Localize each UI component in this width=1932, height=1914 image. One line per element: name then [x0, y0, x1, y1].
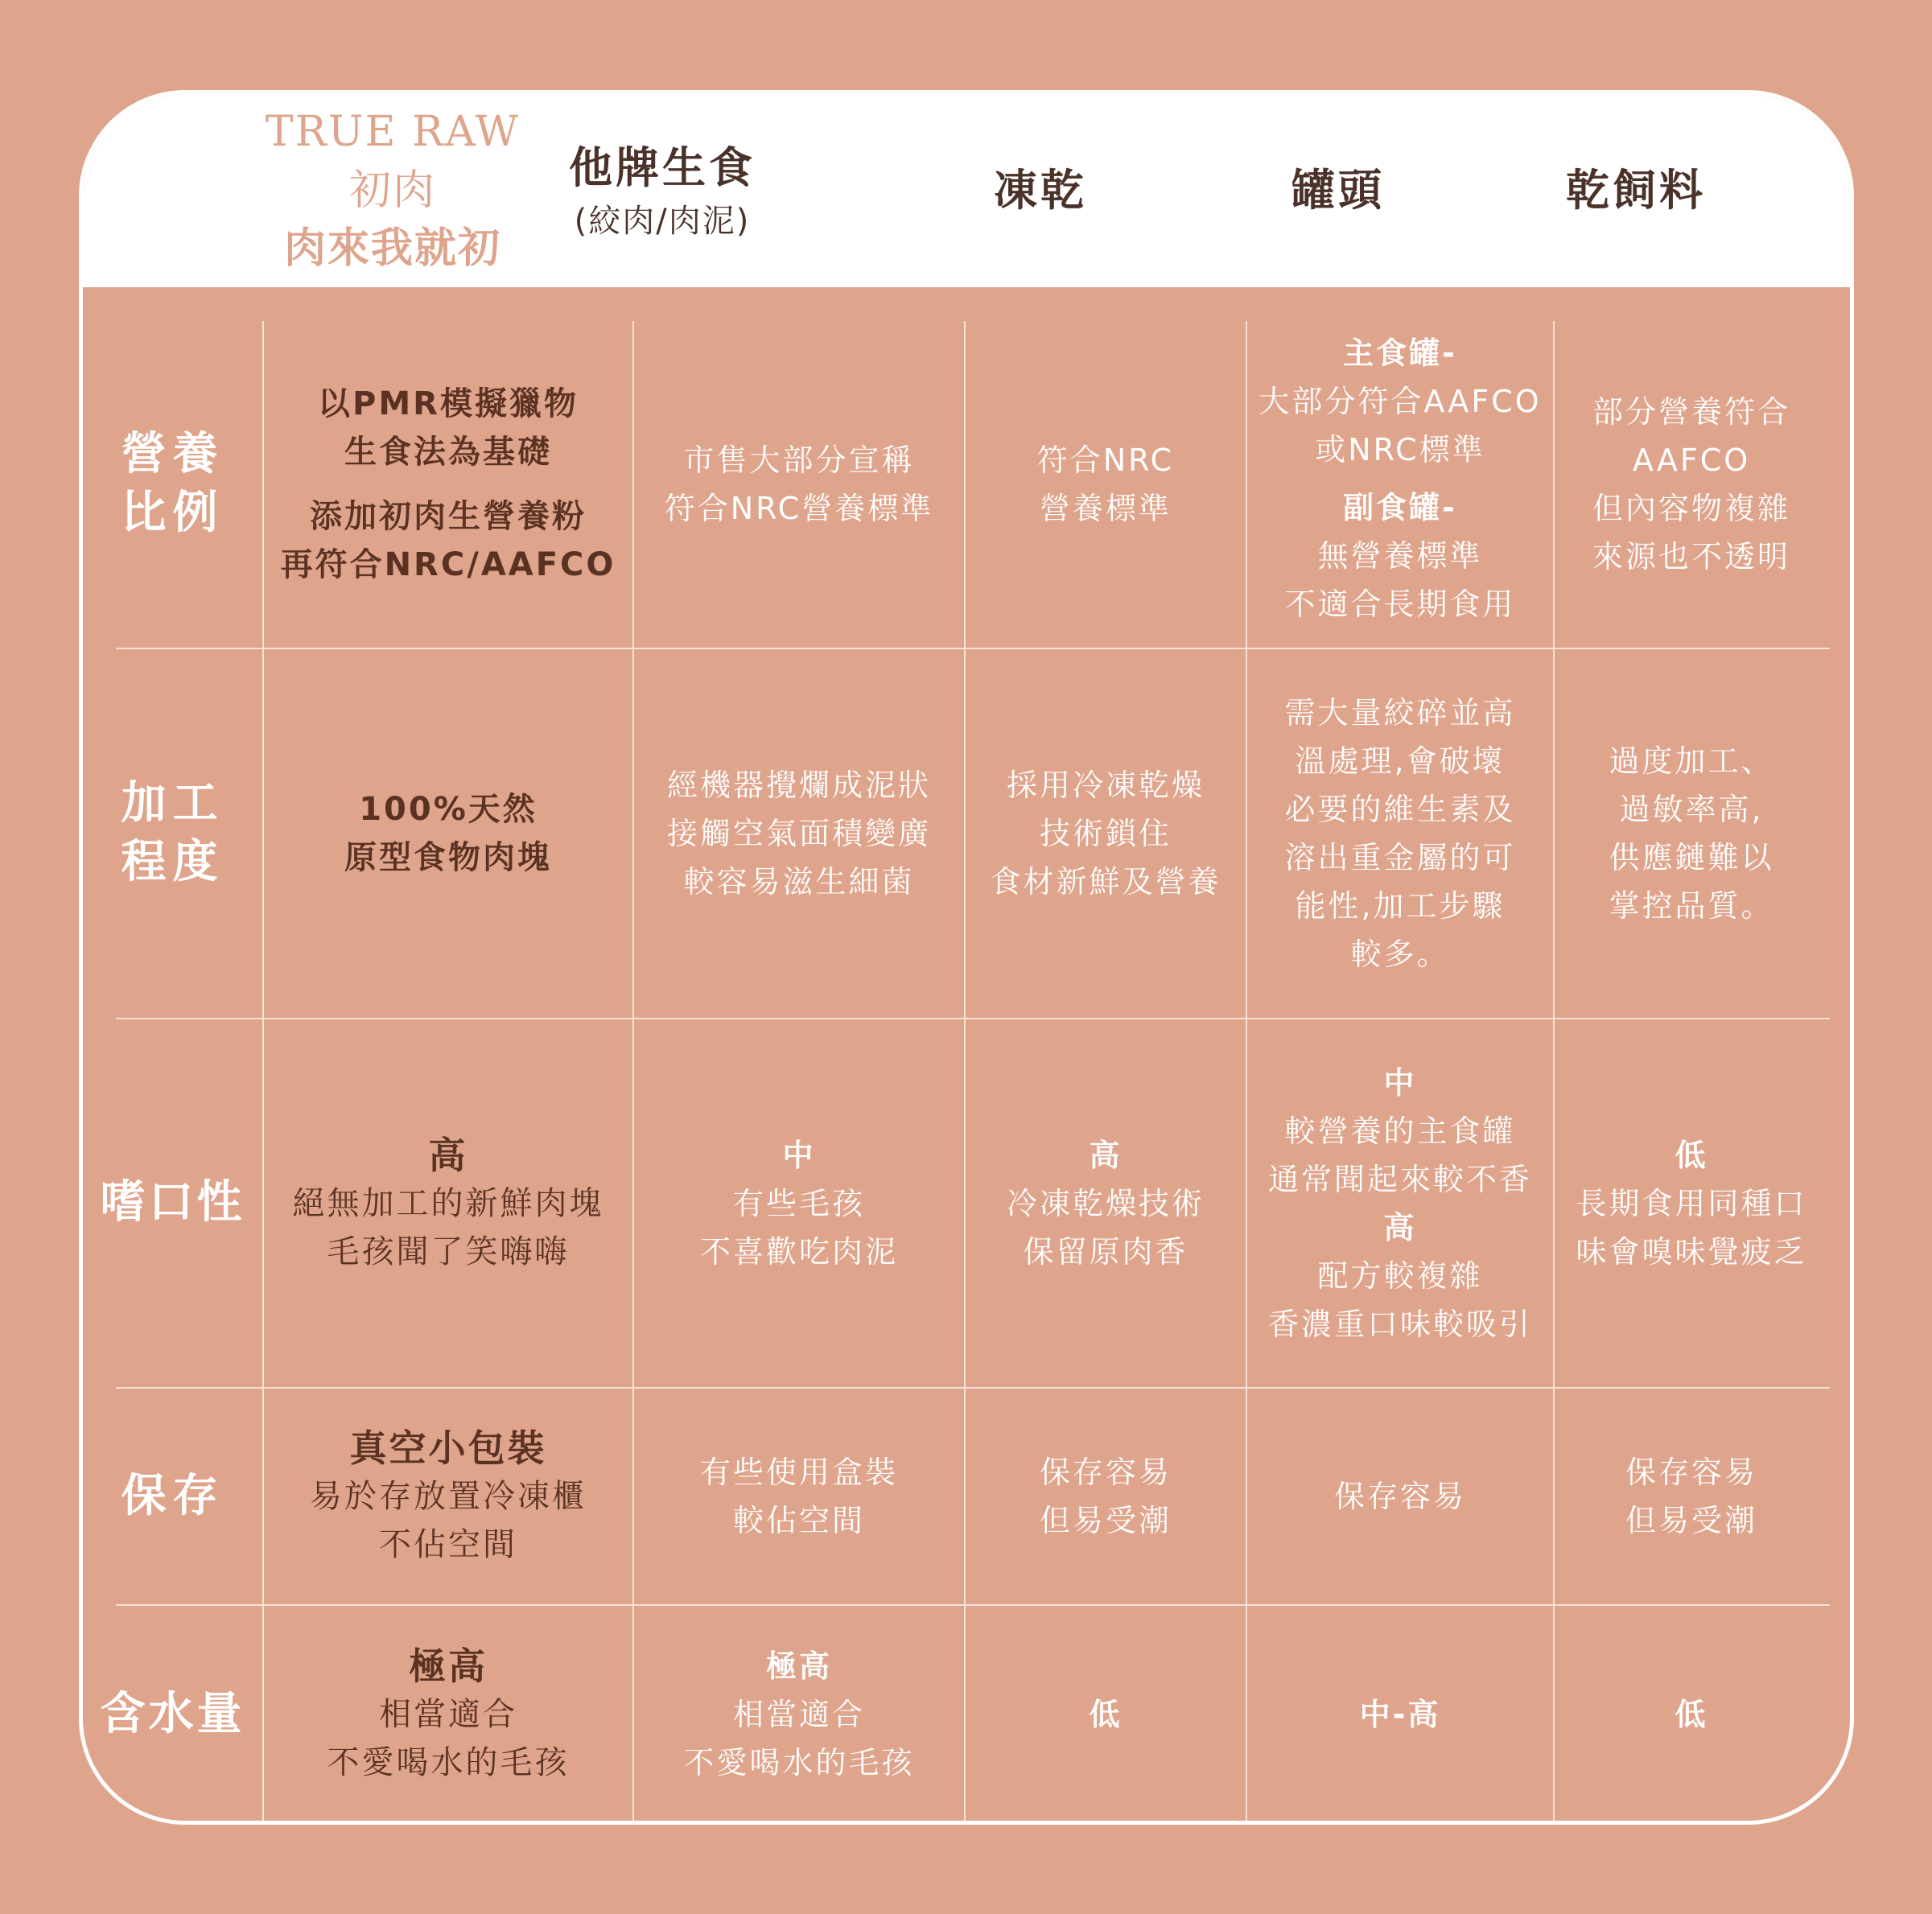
- cell-line: 市售大部分宣稱: [683, 442, 915, 478]
- cell-line: 以PMR模擬獵物: [318, 385, 579, 422]
- cell-line: 副食罐-: [1343, 490, 1457, 525]
- row-label-moisture-text: 含水量: [100, 1687, 245, 1740]
- cell-line: 但易受潮: [1039, 1503, 1172, 1538]
- row-label-palatability: [83, 1019, 262, 1387]
- cell-line: 易於存放置冷凍櫃: [310, 1478, 587, 1515]
- cell-line: 較營養的主食罐: [1284, 1113, 1516, 1149]
- cell-line: 相當適合: [732, 1697, 865, 1732]
- cell-palatability-trueraw: [264, 1019, 632, 1387]
- cell-moisture-canned: [1247, 1606, 1553, 1823]
- row-label-processing: [83, 649, 262, 1018]
- cell-line: 保存容易: [1333, 1479, 1466, 1514]
- cell-line: 較容易滋生細菌: [683, 864, 915, 899]
- cell-palatability-other-raw: [634, 1019, 964, 1387]
- cell-line: 低: [1675, 1697, 1708, 1732]
- cell-line: 中: [1383, 1064, 1417, 1101]
- cell-line: 必要的維生素及: [1284, 792, 1516, 827]
- cell-line: 不愛喝水的毛孩: [327, 1744, 570, 1781]
- cell-line: 較佔空間: [732, 1503, 865, 1538]
- cell-storage-trueraw: [264, 1389, 632, 1604]
- cell-line: 味會嗅味覺疲乏: [1576, 1233, 1807, 1270]
- cell-line: 長期食用同種口: [1576, 1185, 1807, 1221]
- row-label-nutrition-line1: 營養: [121, 428, 225, 481]
- cell-line: 無營養標準: [1317, 538, 1483, 574]
- row-label-storage: [83, 1389, 262, 1604]
- cell-line: 需大量絞碎並高: [1284, 695, 1516, 731]
- cell-line: 溫處理,會破壞: [1295, 743, 1506, 779]
- cell-line: 保存容易: [1625, 1455, 1757, 1490]
- row-label-moisture: [83, 1606, 262, 1823]
- cell-nutrition-other-raw: [634, 321, 964, 648]
- cell-processing-freeze-dried: [966, 649, 1246, 1018]
- cell-line: 保存容易: [1039, 1455, 1172, 1490]
- row-label-palatability-text: 嗜口性: [100, 1176, 245, 1229]
- cell-line: 較多。: [1350, 936, 1450, 972]
- cell-processing-kibble: [1555, 649, 1828, 1018]
- cell-storage-canned: [1247, 1389, 1553, 1604]
- header-canned-title: 罐頭: [1291, 165, 1385, 216]
- cell-line: 過度加工、: [1609, 743, 1774, 779]
- cell-line: 有些使用盒裝: [699, 1455, 898, 1490]
- cell-line: 部分營養符合: [1592, 394, 1790, 430]
- cell-palatability-freeze-dried: [966, 1019, 1246, 1387]
- header-freeze-dried: [888, 94, 1193, 287]
- cell-line: 添加初肉生營養粉: [310, 498, 587, 535]
- cell-line: 但易受潮: [1625, 1503, 1757, 1538]
- cell-line: 採用冷凍乾燥: [1006, 768, 1205, 803]
- cell-palatability-canned: [1247, 1019, 1553, 1387]
- brand-slogan: 肉來我就初: [283, 224, 501, 274]
- cell-line: AAFCO: [1632, 442, 1751, 478]
- cell-line: 但內容物複雜: [1592, 491, 1790, 526]
- cell-nutrition-canned: [1247, 295, 1553, 662]
- header-kibble: [1483, 94, 1789, 287]
- cell-line: 低: [1675, 1137, 1708, 1173]
- row-label-nutrition: [83, 321, 262, 648]
- comparison-table: [79, 90, 1854, 1825]
- cell-line: 極高: [765, 1649, 832, 1684]
- cell-line: 有些毛孩: [732, 1185, 865, 1221]
- cell-processing-other-raw: [634, 649, 964, 1018]
- cell-moisture-freeze-dried: [966, 1606, 1246, 1823]
- cell-line: 冷凍乾燥技術: [1006, 1185, 1205, 1221]
- cell-line: 真空小包裝: [349, 1426, 547, 1470]
- cell-storage-kibble: [1555, 1389, 1828, 1604]
- cell-line: 100%天然: [359, 791, 538, 828]
- cell-processing-canned: [1247, 649, 1553, 1018]
- cell-nutrition-trueraw: [264, 321, 632, 648]
- cell-nutrition-kibble: [1555, 321, 1828, 648]
- cell-moisture-kibble: [1555, 1606, 1828, 1823]
- cell-line: 低: [1089, 1697, 1123, 1732]
- cell-line: 絕無加工的新鮮肉塊: [292, 1184, 604, 1222]
- cell-line: 不喜歡吃肉泥: [699, 1233, 898, 1270]
- cell-line: 接觸空氣面積變廣: [666, 816, 931, 851]
- cell-line: 中-高: [1359, 1697, 1441, 1732]
- cell-line: 經機器攪爛成泥狀: [666, 768, 931, 803]
- cell-line: 生食法為基礎: [344, 434, 552, 471]
- cell-line: 不適合長期食用: [1284, 587, 1516, 622]
- cell-line: 原型食物肉塊: [344, 839, 552, 876]
- cell-line: 大部分符合AAFCO: [1258, 384, 1542, 419]
- header-freeze-dried-title: 凍乾: [994, 165, 1087, 216]
- cell-line: 符合NRC營養標準: [664, 491, 934, 526]
- cell-line: 再符合NRC/AAFCO: [280, 546, 616, 583]
- cell-palatability-kibble: [1555, 1019, 1828, 1387]
- cell-line: 不愛喝水的毛孩: [683, 1745, 915, 1780]
- cell-processing-trueraw: [264, 649, 632, 1018]
- cell-line: 不佔空間: [379, 1526, 517, 1563]
- cell-line: 來源也不透明: [1592, 539, 1790, 574]
- cell-nutrition-freeze-dried: [966, 321, 1246, 648]
- header-other-raw-title: 他牌生食: [569, 142, 756, 194]
- row-label-processing-line1: 加工: [121, 777, 225, 830]
- cell-line: 中: [782, 1137, 816, 1173]
- header-kibble-title: 乾飼料: [1566, 165, 1706, 216]
- row-label-nutrition-line2: 比例: [121, 487, 225, 539]
- header-canned: [1185, 94, 1491, 287]
- cell-line: 掌控品質。: [1609, 888, 1774, 924]
- cell-line: 能性,加工步驟: [1295, 888, 1506, 924]
- cell-line: 高: [428, 1133, 468, 1177]
- cell-line: 食材新鮮及營養: [990, 864, 1221, 899]
- row-label-processing-line2: 程度: [121, 836, 225, 888]
- cell-line: 高: [1089, 1137, 1123, 1173]
- cell-moisture-trueraw: [264, 1606, 632, 1823]
- cell-line: 主食罐-: [1343, 335, 1457, 371]
- brand-name: TRUE RAW初肉: [265, 107, 521, 215]
- cell-line: 極高: [409, 1644, 488, 1688]
- header-other-raw: [429, 94, 896, 287]
- cell-line: 符合NRC: [1036, 442, 1175, 478]
- cell-line: 或NRC標準: [1315, 432, 1485, 467]
- cell-line: 過敏率高,: [1619, 792, 1764, 827]
- cell-moisture-other-raw: [634, 1606, 964, 1823]
- cell-line: 供應鏈難以: [1609, 840, 1774, 875]
- header-other-raw-sub: (絞肉/肉泥): [574, 202, 751, 240]
- cell-line: 溶出重金屬的可: [1284, 840, 1516, 875]
- cell-storage-freeze-dried: [966, 1389, 1246, 1604]
- cell-line: 保留原肉香: [1023, 1233, 1188, 1270]
- cell-line: 毛孩聞了笑嗨嗨: [327, 1233, 570, 1270]
- table-header: [83, 94, 1850, 287]
- cell-line: 配方較複雜: [1317, 1257, 1483, 1294]
- cell-storage-other-raw: [634, 1389, 964, 1604]
- cell-line: 香濃重口味較吸引: [1267, 1306, 1532, 1342]
- cell-line: 技術鎖住: [1039, 816, 1172, 851]
- cell-line: 高: [1383, 1209, 1417, 1245]
- cell-line: 相當適合: [379, 1696, 517, 1733]
- cell-line: 營養標準: [1039, 491, 1172, 526]
- cell-line: 通常聞起來較不香: [1267, 1161, 1532, 1197]
- row-label-storage-text: 保存: [121, 1469, 225, 1522]
